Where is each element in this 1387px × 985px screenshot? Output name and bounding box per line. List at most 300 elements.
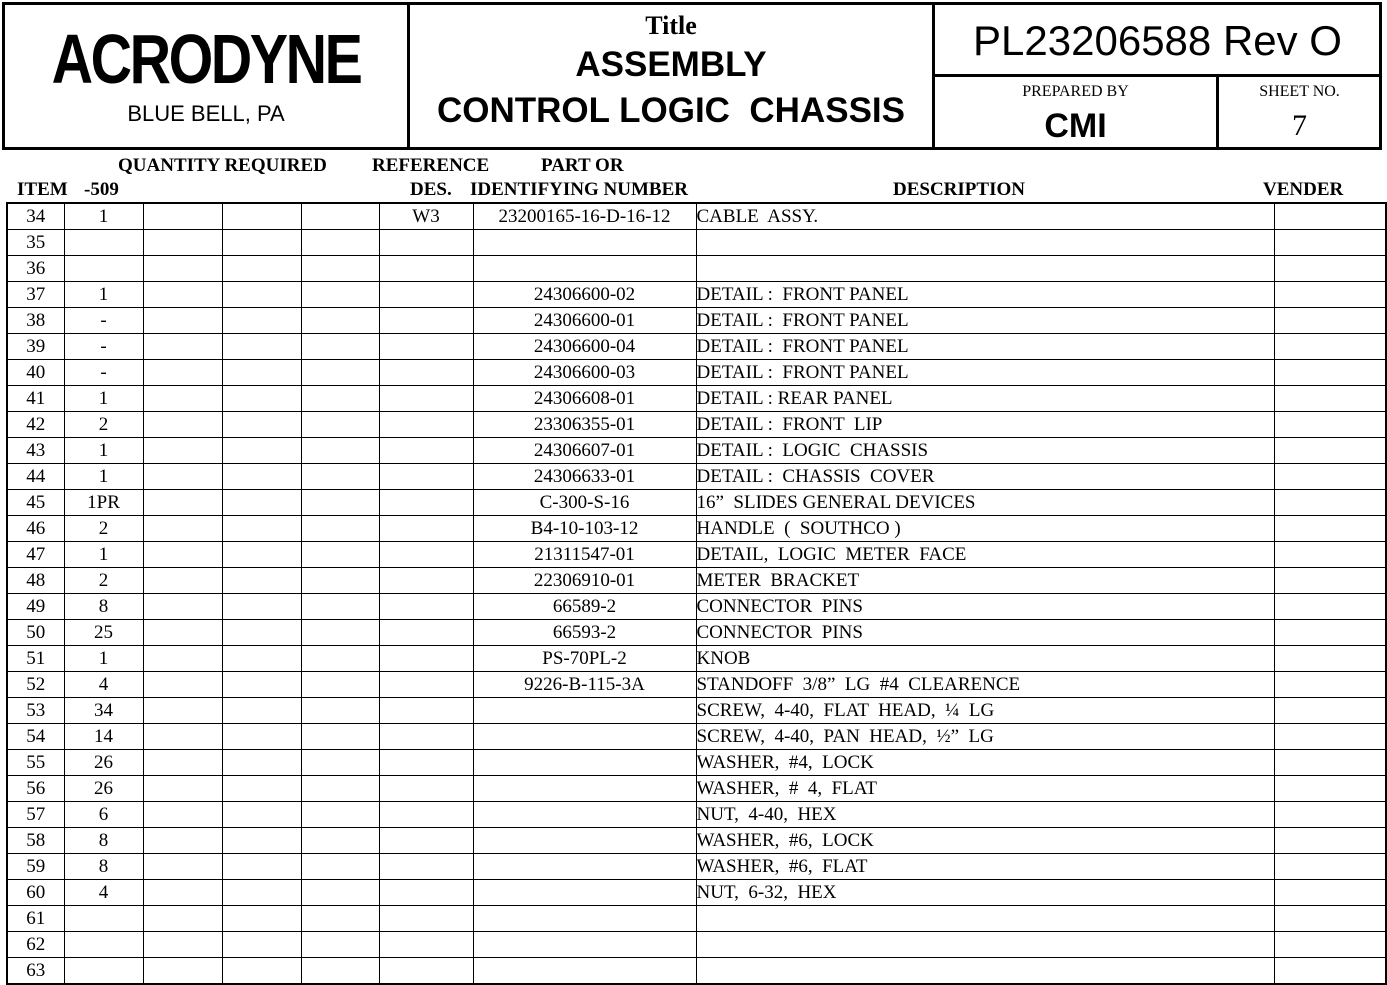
item-cell: 55 bbox=[7, 750, 64, 776]
qty-extra-cell bbox=[222, 776, 301, 802]
reference-cell bbox=[379, 854, 473, 880]
part-number-cell: 24306608-01 bbox=[473, 386, 696, 412]
qty-extra-cell bbox=[143, 828, 222, 854]
qty-cell: 1 bbox=[64, 464, 143, 490]
qty-extra-cell bbox=[222, 958, 301, 985]
table-row bbox=[7, 230, 1386, 256]
description-cell bbox=[696, 906, 1274, 932]
col-head-dash: -509 bbox=[84, 179, 119, 200]
table-row bbox=[7, 282, 1386, 308]
qty-extra-cell bbox=[222, 516, 301, 542]
item-cell: 63 bbox=[7, 958, 64, 985]
qty-cell: 4 bbox=[64, 672, 143, 698]
col-head-vender: VENDER bbox=[1263, 179, 1344, 200]
qty-cell: 1 bbox=[64, 438, 143, 464]
part-number-cell bbox=[473, 724, 696, 750]
reference-cell bbox=[379, 308, 473, 334]
qty-extra-cell bbox=[143, 620, 222, 646]
qty-extra-cell bbox=[222, 360, 301, 386]
vender-cell bbox=[1274, 256, 1386, 282]
item-cell: 35 bbox=[7, 230, 64, 256]
qty-cell: 26 bbox=[64, 750, 143, 776]
qty-extra-cell bbox=[222, 230, 301, 256]
qty-extra-cell bbox=[222, 438, 301, 464]
reference-cell bbox=[379, 386, 473, 412]
qty-cell: - bbox=[64, 308, 143, 334]
table-row bbox=[7, 750, 1386, 776]
vender-cell bbox=[1274, 932, 1386, 958]
vender-cell bbox=[1274, 203, 1386, 230]
description-cell: METER BRACKET bbox=[696, 568, 1274, 594]
vender-cell bbox=[1274, 230, 1386, 256]
qty-extra-cell bbox=[222, 542, 301, 568]
item-cell: 58 bbox=[7, 828, 64, 854]
qty-extra-cell bbox=[301, 854, 379, 880]
vender-cell bbox=[1274, 360, 1386, 386]
qty-cell bbox=[64, 906, 143, 932]
qty-extra-cell bbox=[222, 568, 301, 594]
qty-extra-cell bbox=[143, 724, 222, 750]
item-cell: 51 bbox=[7, 646, 64, 672]
qty-extra-cell bbox=[222, 698, 301, 724]
qty-extra-cell bbox=[301, 516, 379, 542]
qty-extra-cell bbox=[301, 880, 379, 906]
qty-extra-cell bbox=[222, 724, 301, 750]
reference-cell bbox=[379, 464, 473, 490]
reference-cell bbox=[379, 776, 473, 802]
qty-extra-cell bbox=[301, 646, 379, 672]
prepared-by-cell bbox=[935, 77, 1219, 150]
description-cell: DETAIL, LOGIC METER FACE bbox=[696, 542, 1274, 568]
qty-extra-cell bbox=[222, 256, 301, 282]
qty-extra-cell bbox=[143, 308, 222, 334]
description-cell: DETAIL : FRONT PANEL bbox=[696, 334, 1274, 360]
qty-extra-cell bbox=[143, 490, 222, 516]
item-cell: 37 bbox=[7, 282, 64, 308]
description-cell: DETAIL : FRONT LIP bbox=[696, 412, 1274, 438]
qty-extra-cell bbox=[301, 698, 379, 724]
qty-extra-cell bbox=[222, 412, 301, 438]
part-number-cell: 22306910-01 bbox=[473, 568, 696, 594]
qty-extra-cell bbox=[222, 282, 301, 308]
vender-cell bbox=[1274, 646, 1386, 672]
qty-cell: 8 bbox=[64, 828, 143, 854]
reference-cell bbox=[379, 438, 473, 464]
qty-extra-cell bbox=[143, 438, 222, 464]
qty-extra-cell bbox=[143, 256, 222, 282]
parts-list-table bbox=[6, 202, 1387, 985]
qty-extra-cell bbox=[143, 203, 222, 230]
qty-extra-cell bbox=[301, 776, 379, 802]
qty-extra-cell bbox=[143, 412, 222, 438]
table-row bbox=[7, 646, 1386, 672]
qty-extra-cell bbox=[143, 776, 222, 802]
table-row bbox=[7, 256, 1386, 282]
part-number-cell bbox=[473, 958, 696, 985]
qty-extra-cell bbox=[301, 620, 379, 646]
qty-extra-cell bbox=[222, 308, 301, 334]
qty-extra-cell bbox=[222, 203, 301, 230]
qty-extra-cell bbox=[301, 490, 379, 516]
qty-extra-cell bbox=[143, 334, 222, 360]
vender-cell bbox=[1274, 568, 1386, 594]
table-row bbox=[7, 906, 1386, 932]
vender-cell bbox=[1274, 386, 1386, 412]
table-row bbox=[7, 802, 1386, 828]
description-cell: DETAIL : FRONT PANEL bbox=[696, 282, 1274, 308]
item-cell: 44 bbox=[7, 464, 64, 490]
reference-cell bbox=[379, 282, 473, 308]
prepared-by-value: CMI bbox=[1044, 107, 1107, 145]
reference-cell bbox=[379, 932, 473, 958]
description-cell bbox=[696, 958, 1274, 985]
description-cell: WASHER, #6, FLAT bbox=[696, 854, 1274, 880]
qty-extra-cell bbox=[143, 698, 222, 724]
table-row bbox=[7, 386, 1386, 412]
qty-extra-cell bbox=[301, 724, 379, 750]
item-cell: 42 bbox=[7, 412, 64, 438]
reference-cell bbox=[379, 958, 473, 985]
part-number-cell: 66593-2 bbox=[473, 620, 696, 646]
part-number-cell bbox=[473, 802, 696, 828]
qty-extra-cell bbox=[143, 802, 222, 828]
qty-cell: 34 bbox=[64, 698, 143, 724]
title-block bbox=[2, 2, 1382, 150]
reference-cell bbox=[379, 360, 473, 386]
reference-cell bbox=[379, 412, 473, 438]
reference-cell bbox=[379, 646, 473, 672]
title-cell bbox=[410, 5, 935, 150]
qty-extra-cell bbox=[301, 802, 379, 828]
qty-extra-cell bbox=[301, 282, 379, 308]
qty-extra-cell bbox=[222, 334, 301, 360]
part-number-cell bbox=[473, 698, 696, 724]
qty-extra-cell bbox=[222, 386, 301, 412]
part-number-cell bbox=[473, 230, 696, 256]
table-row bbox=[7, 542, 1386, 568]
item-cell: 39 bbox=[7, 334, 64, 360]
description-cell: WASHER, #6, LOCK bbox=[696, 828, 1274, 854]
table-row bbox=[7, 828, 1386, 854]
description-cell: DETAIL : FRONT PANEL bbox=[696, 308, 1274, 334]
reference-cell bbox=[379, 802, 473, 828]
description-cell: KNOB bbox=[696, 646, 1274, 672]
qty-cell: 8 bbox=[64, 594, 143, 620]
qty-cell: 1 bbox=[64, 282, 143, 308]
part-number-cell bbox=[473, 776, 696, 802]
title-label: Title bbox=[645, 11, 697, 40]
col-head-part-or: PART OR bbox=[541, 155, 624, 176]
col-head-item: ITEM bbox=[17, 179, 68, 200]
item-cell: 57 bbox=[7, 802, 64, 828]
qty-cell: 1 bbox=[64, 386, 143, 412]
qty-extra-cell bbox=[301, 568, 379, 594]
qty-extra-cell bbox=[222, 490, 301, 516]
description-cell: SCREW, 4-40, PAN HEAD, ½” LG bbox=[696, 724, 1274, 750]
vender-cell bbox=[1274, 776, 1386, 802]
qty-extra-cell bbox=[301, 958, 379, 985]
reference-cell bbox=[379, 724, 473, 750]
vender-cell bbox=[1274, 282, 1386, 308]
qty-extra-cell bbox=[143, 594, 222, 620]
qty-cell: 8 bbox=[64, 854, 143, 880]
vender-cell bbox=[1274, 906, 1386, 932]
qty-extra-cell bbox=[222, 932, 301, 958]
part-number-cell bbox=[473, 828, 696, 854]
sheet-label: SHEET NO. bbox=[1259, 83, 1340, 100]
qty-extra-cell bbox=[143, 750, 222, 776]
qty-extra-cell bbox=[222, 464, 301, 490]
reference-cell bbox=[379, 516, 473, 542]
qty-extra-cell bbox=[222, 854, 301, 880]
table-row bbox=[7, 594, 1386, 620]
qty-extra-cell bbox=[143, 958, 222, 985]
description-cell: NUT, 6-32, HEX bbox=[696, 880, 1274, 906]
reference-cell bbox=[379, 828, 473, 854]
table-row bbox=[7, 334, 1386, 360]
qty-extra-cell bbox=[301, 360, 379, 386]
description-cell: DETAIL : REAR PANEL bbox=[696, 386, 1274, 412]
qty-extra-cell bbox=[222, 828, 301, 854]
description-cell bbox=[696, 230, 1274, 256]
item-cell: 43 bbox=[7, 438, 64, 464]
col-head-des: DES. bbox=[410, 179, 452, 200]
qty-cell: 2 bbox=[64, 516, 143, 542]
part-number-cell: 24306600-03 bbox=[473, 360, 696, 386]
part-number-cell: 23306355-01 bbox=[473, 412, 696, 438]
qty-cell bbox=[64, 958, 143, 985]
qty-cell: 1PR bbox=[64, 490, 143, 516]
table-row bbox=[7, 672, 1386, 698]
qty-cell: - bbox=[64, 334, 143, 360]
qty-extra-cell bbox=[143, 568, 222, 594]
table-row bbox=[7, 620, 1386, 646]
part-number-cell bbox=[473, 906, 696, 932]
reference-cell bbox=[379, 594, 473, 620]
col-head-reference: REFERENCE bbox=[372, 155, 490, 176]
company-cell bbox=[5, 5, 410, 150]
qty-extra-cell bbox=[301, 308, 379, 334]
part-number-cell: C-300-S-16 bbox=[473, 490, 696, 516]
description-cell: SCREW, 4-40, FLAT HEAD, ¼ LG bbox=[696, 698, 1274, 724]
vender-cell bbox=[1274, 594, 1386, 620]
item-cell: 41 bbox=[7, 386, 64, 412]
vender-cell bbox=[1274, 672, 1386, 698]
table-row bbox=[7, 698, 1386, 724]
qty-extra-cell bbox=[301, 594, 379, 620]
qty-extra-cell bbox=[301, 672, 379, 698]
description-cell bbox=[696, 932, 1274, 958]
vender-cell bbox=[1274, 828, 1386, 854]
qty-extra-cell bbox=[301, 828, 379, 854]
item-cell: 49 bbox=[7, 594, 64, 620]
description-cell: CONNECTOR PINS bbox=[696, 594, 1274, 620]
description-cell: WASHER, # 4, FLAT bbox=[696, 776, 1274, 802]
vender-cell bbox=[1274, 958, 1386, 985]
qty-extra-cell bbox=[222, 646, 301, 672]
table-row bbox=[7, 880, 1386, 906]
qty-extra-cell bbox=[301, 906, 379, 932]
qty-extra-cell bbox=[222, 594, 301, 620]
description-cell: CABLE ASSY. bbox=[696, 203, 1274, 230]
table-row bbox=[7, 932, 1386, 958]
qty-cell bbox=[64, 256, 143, 282]
table-row bbox=[7, 412, 1386, 438]
table-row bbox=[7, 308, 1386, 334]
part-number-cell: 24306600-01 bbox=[473, 308, 696, 334]
qty-cell: 1 bbox=[64, 646, 143, 672]
qty-extra-cell bbox=[143, 906, 222, 932]
item-cell: 54 bbox=[7, 724, 64, 750]
doc-number: PL23206588 Rev O bbox=[973, 17, 1342, 64]
vender-cell bbox=[1274, 802, 1386, 828]
description-cell: STANDOFF 3/8” LG #4 CLEARENCE bbox=[696, 672, 1274, 698]
qty-extra-cell bbox=[301, 412, 379, 438]
qty-extra-cell bbox=[301, 464, 379, 490]
qty-extra-cell bbox=[301, 203, 379, 230]
vender-cell bbox=[1274, 334, 1386, 360]
part-number-cell: B4-10-103-12 bbox=[473, 516, 696, 542]
company-logo: ACRODYNE bbox=[51, 20, 361, 98]
part-number-cell: 24306607-01 bbox=[473, 438, 696, 464]
table-row bbox=[7, 464, 1386, 490]
qty-extra-cell bbox=[222, 750, 301, 776]
doc-number-cell bbox=[935, 5, 1380, 77]
description-cell: DETAIL : CHASSIS COVER bbox=[696, 464, 1274, 490]
qty-extra-cell bbox=[143, 230, 222, 256]
item-cell: 53 bbox=[7, 698, 64, 724]
vender-cell bbox=[1274, 464, 1386, 490]
part-number-cell bbox=[473, 750, 696, 776]
qty-extra-cell bbox=[301, 230, 379, 256]
table-row bbox=[7, 958, 1386, 985]
col-head-qty-required: QUANTITY REQUIRED bbox=[118, 155, 327, 176]
vender-cell bbox=[1274, 308, 1386, 334]
qty-cell bbox=[64, 932, 143, 958]
item-cell: 40 bbox=[7, 360, 64, 386]
reference-cell bbox=[379, 334, 473, 360]
item-cell: 48 bbox=[7, 568, 64, 594]
qty-cell: 2 bbox=[64, 568, 143, 594]
table-row bbox=[7, 516, 1386, 542]
description-cell: HANDLE ( SOUTHCO ) bbox=[696, 516, 1274, 542]
part-number-cell: 9226-B-115-3A bbox=[473, 672, 696, 698]
qty-extra-cell bbox=[143, 360, 222, 386]
item-cell: 62 bbox=[7, 932, 64, 958]
qty-extra-cell bbox=[222, 802, 301, 828]
qty-extra-cell bbox=[301, 932, 379, 958]
qty-extra-cell bbox=[301, 334, 379, 360]
qty-extra-cell bbox=[143, 880, 222, 906]
qty-extra-cell bbox=[222, 672, 301, 698]
qty-extra-cell bbox=[143, 282, 222, 308]
qty-extra-cell bbox=[301, 386, 379, 412]
item-cell: 38 bbox=[7, 308, 64, 334]
item-cell: 56 bbox=[7, 776, 64, 802]
qty-extra-cell bbox=[143, 646, 222, 672]
qty-cell: 2 bbox=[64, 412, 143, 438]
qty-cell: 26 bbox=[64, 776, 143, 802]
table-row bbox=[7, 776, 1386, 802]
table-row bbox=[7, 360, 1386, 386]
qty-cell: 1 bbox=[64, 542, 143, 568]
qty-extra-cell bbox=[222, 880, 301, 906]
qty-cell: 1 bbox=[64, 203, 143, 230]
document-title-line1: ASSEMBLY bbox=[575, 45, 767, 84]
qty-extra-cell bbox=[143, 542, 222, 568]
item-cell: 60 bbox=[7, 880, 64, 906]
qty-extra-cell bbox=[301, 438, 379, 464]
qty-extra-cell bbox=[301, 542, 379, 568]
reference-cell bbox=[379, 750, 473, 776]
qty-cell bbox=[64, 230, 143, 256]
part-number-cell: 24306600-04 bbox=[473, 334, 696, 360]
vender-cell bbox=[1274, 438, 1386, 464]
reference-cell bbox=[379, 542, 473, 568]
col-head-description: DESCRIPTION bbox=[893, 179, 1025, 200]
item-cell: 52 bbox=[7, 672, 64, 698]
vender-cell bbox=[1274, 854, 1386, 880]
part-number-cell: 24306600-02 bbox=[473, 282, 696, 308]
description-cell: WASHER, #4, LOCK bbox=[696, 750, 1274, 776]
table-row bbox=[7, 724, 1386, 750]
part-number-cell bbox=[473, 932, 696, 958]
reference-cell bbox=[379, 490, 473, 516]
part-number-cell: 21311547-01 bbox=[473, 542, 696, 568]
table-row bbox=[7, 568, 1386, 594]
reference-cell bbox=[379, 256, 473, 282]
description-cell bbox=[696, 256, 1274, 282]
qty-extra-cell bbox=[301, 256, 379, 282]
item-cell: 50 bbox=[7, 620, 64, 646]
sheet-number: 7 bbox=[1292, 109, 1307, 142]
item-cell: 46 bbox=[7, 516, 64, 542]
vender-cell bbox=[1274, 490, 1386, 516]
qty-extra-cell bbox=[301, 750, 379, 776]
qty-cell: 25 bbox=[64, 620, 143, 646]
qty-extra-cell bbox=[143, 386, 222, 412]
table-row bbox=[7, 490, 1386, 516]
qty-extra-cell bbox=[143, 464, 222, 490]
description-cell: DETAIL : FRONT PANEL bbox=[696, 360, 1274, 386]
description-cell: 16” SLIDES GENERAL DEVICES bbox=[696, 490, 1274, 516]
reference-cell bbox=[379, 880, 473, 906]
prepared-by-label: PREPARED BY bbox=[1022, 83, 1129, 100]
reference-cell bbox=[379, 698, 473, 724]
document-title-line2: CONTROL LOGIC CHASSIS bbox=[437, 91, 905, 130]
table-row bbox=[7, 438, 1386, 464]
qty-extra-cell bbox=[143, 516, 222, 542]
company-location: BLUE BELL, PA bbox=[127, 101, 285, 126]
table-row bbox=[7, 203, 1386, 230]
reference-cell bbox=[379, 230, 473, 256]
qty-cell: - bbox=[64, 360, 143, 386]
part-number-cell bbox=[473, 854, 696, 880]
part-number-cell bbox=[473, 880, 696, 906]
vender-cell bbox=[1274, 698, 1386, 724]
qty-cell: 14 bbox=[64, 724, 143, 750]
reference-cell bbox=[379, 906, 473, 932]
item-cell: 47 bbox=[7, 542, 64, 568]
table-row bbox=[7, 854, 1386, 880]
qty-cell: 4 bbox=[64, 880, 143, 906]
vender-cell bbox=[1274, 724, 1386, 750]
qty-extra-cell bbox=[222, 620, 301, 646]
parts-list-body bbox=[7, 203, 1386, 984]
item-cell: 36 bbox=[7, 256, 64, 282]
part-number-cell: 66589-2 bbox=[473, 594, 696, 620]
part-number-cell: PS-70PL-2 bbox=[473, 646, 696, 672]
